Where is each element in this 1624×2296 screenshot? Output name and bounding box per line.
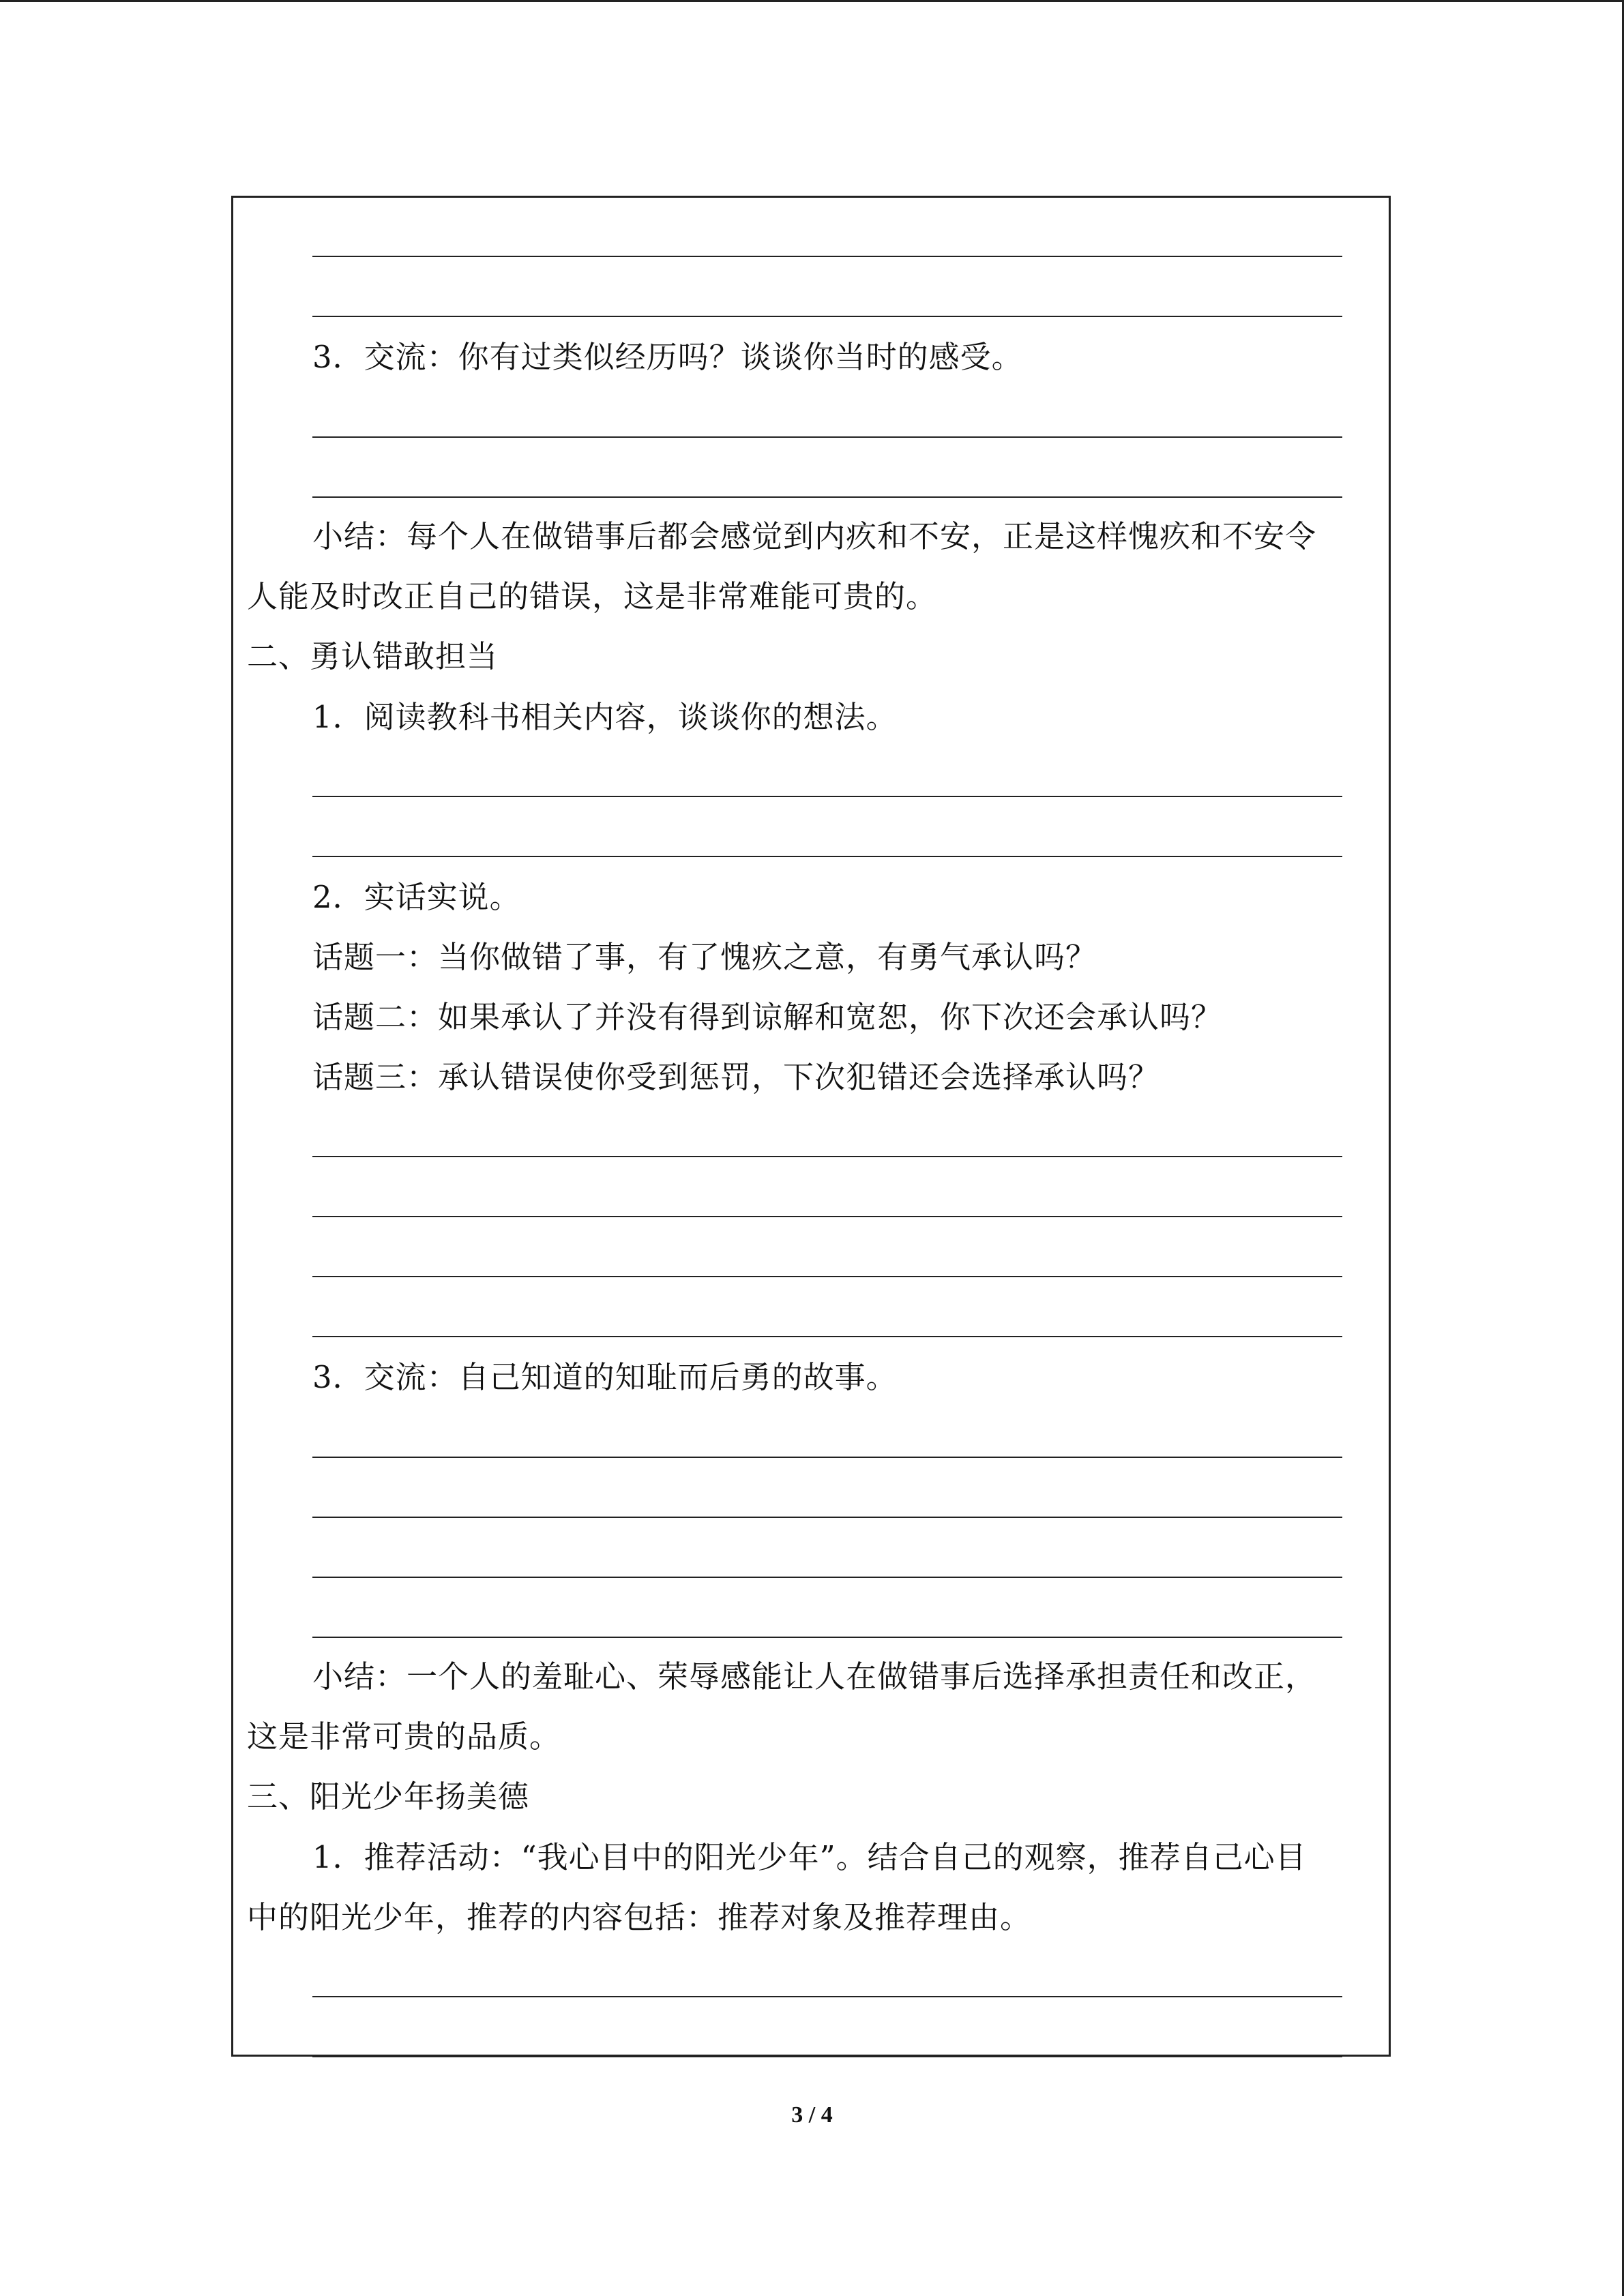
topic-3: 话题三：承认错误使你受到惩罚，下次犯错还会选择承认吗？ <box>312 1059 1160 1095</box>
honest-talk-item: 2．实话实说。 <box>312 879 521 915</box>
summary-paragraph-2-line-1: 小结：一个人的羞耻心、荣辱感能让人在做错事后选择承担责任和改正， <box>312 1658 1317 1695</box>
answer-line[interactable] <box>312 1276 1342 1277</box>
answer-line[interactable] <box>312 796 1342 797</box>
answer-line[interactable] <box>312 1637 1342 1638</box>
recommend-activity-line-2: 中的阳光少年，推荐的内容包括：推荐对象及推荐理由。 <box>247 1899 1032 1935</box>
summary-paragraph-1-line-1: 小结：每个人在做错事后都会感觉到内疚和不安，正是这样愧疚和不安令 <box>312 518 1317 554</box>
answer-line[interactable] <box>312 856 1342 857</box>
summary-paragraph-1-line-2: 人能及时改正自己的错误，这是非常难能可贵的。 <box>247 578 938 614</box>
recommend-activity-line-1: 1．推荐活动：“我心目中的阳光少年”。结合自己的观察，推荐自己心目 <box>312 1839 1307 1875</box>
section-heading-3: 三、阳光少年扬美德 <box>247 1778 530 1815</box>
topic-1: 话题一：当你做错了事，有了愧疚之意，有勇气承认吗？ <box>312 939 1097 975</box>
topic-2: 话题二：如果承认了并没有得到谅解和宽恕，你下次还会承认吗？ <box>312 999 1223 1035</box>
answer-line[interactable] <box>312 256 1342 257</box>
answer-line[interactable] <box>312 1336 1342 1337</box>
answer-line[interactable] <box>312 1996 1342 1997</box>
page-top-edge <box>0 0 1624 2</box>
answer-line[interactable] <box>312 2056 1342 2057</box>
answer-line[interactable] <box>312 1216 1342 1217</box>
summary-paragraph-2-line-2: 这是非常可贵的品质。 <box>247 1718 561 1755</box>
page-number: 3 / 4 <box>791 2102 833 2128</box>
answer-line[interactable] <box>312 496 1342 498</box>
answer-line[interactable] <box>312 1457 1342 1458</box>
exchange-experience-question: 3．交流：你有过类似经历吗？谈谈你当时的感受。 <box>312 339 1023 375</box>
answer-line[interactable] <box>312 1577 1342 1578</box>
answer-line[interactable] <box>312 436 1342 438</box>
answer-line[interactable] <box>312 316 1342 317</box>
section-heading-2: 二、勇认错敢担当 <box>247 638 499 674</box>
answer-line[interactable] <box>312 1517 1342 1518</box>
read-textbook-question: 1．阅读教科书相关内容，谈谈你的想法。 <box>312 699 898 735</box>
shame-courage-story-question: 3．交流：自己知道的知耻而后勇的故事。 <box>312 1359 898 1395</box>
answer-line[interactable] <box>312 1156 1342 1157</box>
